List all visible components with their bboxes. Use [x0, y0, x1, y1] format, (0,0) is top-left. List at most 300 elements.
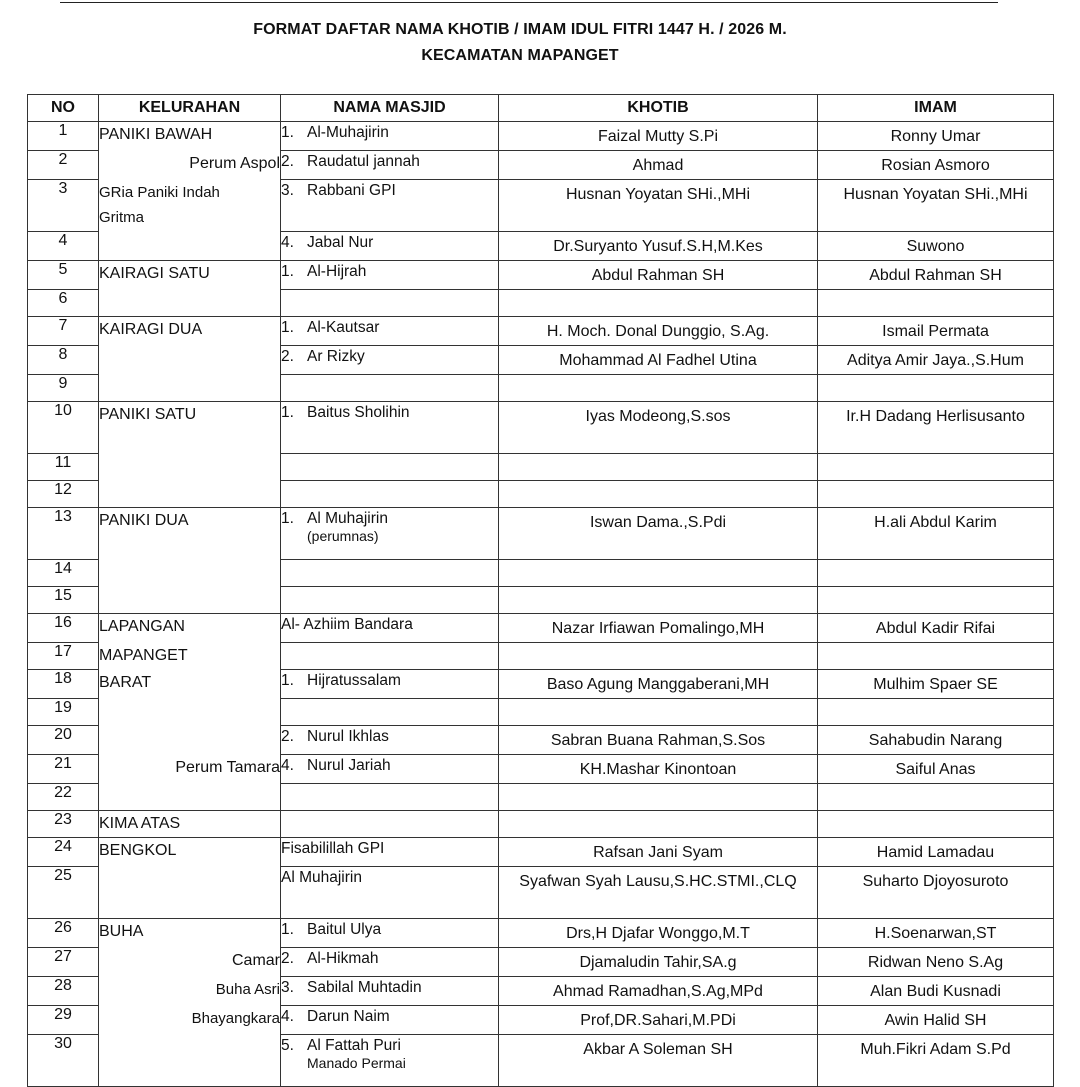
masjid-cell: [281, 454, 499, 481]
row-number: 13: [28, 508, 99, 560]
khotib-cell: [499, 699, 818, 726]
masjid-number: 1.: [281, 319, 294, 336]
imam-name: Abdul Rahman SH: [869, 267, 1002, 284]
khotib-name: [499, 454, 817, 456]
row-number: 24: [28, 838, 99, 867]
masjid-cell: [281, 232, 499, 261]
imam-name: Ronny Umar: [890, 128, 981, 145]
imam-cell: [818, 560, 1054, 587]
khotib-name: H. Moch. Donal Dunggio, S.Ag.: [546, 323, 770, 340]
imam-name: Alan Budi Kusnadi: [870, 983, 1001, 1000]
document-subtitle: KECAMATAN MAPANGET: [421, 47, 619, 64]
masjid-name: Al Muhajirin: [281, 869, 362, 886]
khotib-cell: [499, 867, 818, 919]
table-row: [28, 317, 1054, 346]
imam-name: [818, 699, 1053, 701]
imam-cell: [818, 122, 1054, 151]
khotib-cell: [499, 402, 818, 454]
masjid-cell: [281, 977, 499, 1006]
imam-name: H.ali Abdul Karim: [874, 514, 997, 531]
imam-name: H.Soenarwan,ST: [874, 925, 997, 942]
kelurahan-label: KIMA ATAS: [99, 815, 181, 832]
row-number: 3: [28, 180, 99, 232]
table-row: [28, 290, 1054, 317]
row-number: 27: [28, 948, 99, 977]
khotib-cell: [499, 726, 818, 755]
row-number: 2: [28, 151, 99, 180]
kelurahan-cell: [99, 726, 281, 755]
kelurahan-cell: [99, 317, 281, 346]
row-number: 26: [28, 919, 99, 948]
kelurahan-cell: [99, 402, 281, 454]
kelurahan-label: Camar: [231, 951, 280, 969]
kelurahan-label: MAPANGET: [99, 646, 188, 664]
khotib-name: Rafsan Jani Syam: [593, 844, 723, 861]
kelurahan-cell: [99, 1006, 281, 1035]
kelurahan-label: GRia Paniki Indah: [99, 183, 220, 201]
table-row: [28, 151, 1054, 180]
masjid-cell: [281, 346, 499, 375]
kelurahan-label: Gritma: [99, 208, 144, 226]
masjid-name: Ar Rizky: [307, 348, 365, 365]
imam-cell: [818, 481, 1054, 508]
masjid-name: Jabal Nur: [307, 234, 374, 251]
kelurahan-label: Perum Tamara: [175, 758, 280, 776]
masjid-number: 1.: [281, 672, 294, 689]
table-row: [28, 670, 1054, 699]
table-row: [28, 560, 1054, 587]
header-masjid: NAMA MASJID: [281, 95, 499, 122]
khotib-name: Iswan Dama.,S.Pdi: [589, 514, 727, 531]
row-number: 11: [28, 454, 99, 481]
masjid-cell: [281, 290, 499, 317]
kelurahan-cell: [99, 838, 281, 867]
khotib-name: [499, 560, 817, 562]
imam-cell: [818, 180, 1054, 232]
masjid-cell: [281, 587, 499, 614]
masjid-number: 2.: [281, 348, 294, 365]
khotib-name: [499, 699, 817, 701]
masjid-cell: [281, 402, 499, 454]
kelurahan-cell: [99, 670, 281, 699]
imam-name: [818, 290, 1053, 292]
masjid-name: Rabbani GPI: [307, 182, 396, 199]
khotib-cell: [499, 481, 818, 508]
khotib-cell: [499, 784, 818, 811]
masjid-subname: (perumnas): [307, 528, 379, 544]
imam-name: Mulhim Spaer SE: [873, 676, 998, 693]
masjid-cell: [281, 122, 499, 151]
row-number: 29: [28, 1006, 99, 1035]
imam-cell: [818, 1006, 1054, 1035]
imam-cell: [818, 508, 1054, 560]
table-row: [28, 375, 1054, 402]
khotib-cell: [499, 346, 818, 375]
table-row: [28, 643, 1054, 670]
masjid-cell: [281, 614, 499, 643]
table-row: [28, 232, 1054, 261]
khotib-name: Abdul Rahman SH: [591, 267, 725, 284]
kelurahan-cell: [99, 784, 281, 811]
masjid-number: 1.: [281, 921, 294, 938]
row-number: 10: [28, 402, 99, 454]
imam-name: [818, 587, 1053, 589]
row-number: 25: [28, 867, 99, 919]
imam-name: Ridwan Neno S.Ag: [867, 954, 1004, 971]
masjid-number: 5.: [281, 1037, 294, 1054]
kelurahan-cell: [99, 699, 281, 726]
table-row: [28, 180, 1054, 232]
row-number: 1: [28, 122, 99, 151]
khotib-name: Faizal Mutty S.Pi: [597, 128, 719, 145]
table-row: [28, 508, 1054, 560]
khotib-name: Syafwan Syah Lausu,S.HC.STMI.,CLQ: [519, 873, 797, 890]
row-number: 28: [28, 977, 99, 1006]
kelurahan-cell: [99, 180, 281, 232]
masjid-cell: [281, 317, 499, 346]
row-number: 7: [28, 317, 99, 346]
imam-name: Muh.Fikri Adam S.Pd: [860, 1041, 1011, 1058]
kelurahan-cell: [99, 151, 281, 180]
khotib-cell: [499, 1035, 818, 1087]
kelurahan-cell: [99, 811, 281, 838]
row-number: 22: [28, 784, 99, 811]
imam-name: Saiful Anas: [895, 761, 976, 778]
kelurahan-cell: [99, 481, 281, 508]
khotib-cell: [499, 948, 818, 977]
imam-cell: [818, 919, 1054, 948]
table-row: [28, 122, 1054, 151]
table-row: [28, 346, 1054, 375]
khotib-name: [499, 375, 817, 377]
table-row: [28, 481, 1054, 508]
khotib-name: [499, 587, 817, 589]
masjid-cell: [281, 867, 499, 919]
table-row: [28, 784, 1054, 811]
header-khotib: KHOTIB: [499, 95, 818, 122]
masjid-name: Al-Kautsar: [307, 319, 380, 336]
kelurahan-label: KAIRAGI SATU: [99, 265, 210, 282]
kelurahan-cell: [99, 587, 281, 614]
khotib-cell: [499, 180, 818, 232]
masjid-cell: [281, 670, 499, 699]
imam-name: Ismail Permata: [882, 323, 989, 340]
kelurahan-label: PANIKI DUA: [99, 512, 189, 529]
khotib-name: [499, 811, 817, 813]
imam-cell: [818, 867, 1054, 919]
khotib-cell: [499, 290, 818, 317]
table-row: [28, 977, 1054, 1006]
masjid-cell: [281, 180, 499, 232]
table-row: [28, 261, 1054, 290]
table-header-row: [28, 95, 1054, 122]
khotib-cell: [499, 508, 818, 560]
khotib-cell: [499, 122, 818, 151]
khotib-cell: [499, 317, 818, 346]
table-row: [28, 614, 1054, 643]
khotib-cell: [499, 919, 818, 948]
kelurahan-label: PANIKI BAWAH: [99, 126, 213, 143]
kelurahan-cell: [99, 1035, 281, 1087]
imam-cell: [818, 977, 1054, 1006]
imam-cell: [818, 375, 1054, 402]
imam-cell: [818, 151, 1054, 180]
khotib-cell: [499, 560, 818, 587]
masjid-cell: [281, 560, 499, 587]
khotib-name: Nazar Irfiawan Pomalingo,MH: [551, 620, 765, 637]
masjid-name: Fisabilillah GPI: [281, 840, 385, 857]
imam-name: Awin Halid SH: [884, 1012, 987, 1029]
masjid-name: Al-Hikmah: [307, 950, 379, 967]
khotib-name: Dr.Suryanto Yusuf.S.H,M.Kes: [553, 238, 763, 255]
imam-name: Ir.H Dadang Herlisusanto: [846, 408, 1025, 425]
masjid-name: Nurul Jariah: [307, 757, 391, 774]
masjid-cell: [281, 261, 499, 290]
table-row: [28, 699, 1054, 726]
imam-name: [818, 481, 1053, 483]
imam-cell: [818, 838, 1054, 867]
imam-cell: [818, 587, 1054, 614]
imam-name: [818, 784, 1053, 786]
kelurahan-label: Perum Aspol: [189, 154, 280, 172]
masjid-cell: [281, 375, 499, 402]
masjid-cell: [281, 811, 499, 838]
masjid-number: 1.: [281, 404, 294, 421]
masjid-name: Al Muhajirin: [307, 510, 388, 527]
kelurahan-cell: [99, 643, 281, 670]
masjid-cell: [281, 481, 499, 508]
khotib-name: Drs,H Djafar Wonggo,M.T: [566, 925, 750, 942]
table-row: [28, 454, 1054, 481]
khotib-cell: [499, 232, 818, 261]
khotib-cell: [499, 838, 818, 867]
masjid-name: Hijratussalam: [307, 672, 401, 689]
khotib-cell: [499, 670, 818, 699]
kelurahan-label: BUHA: [99, 923, 144, 940]
masjid-name: Raudatul jannah: [307, 153, 420, 170]
masjid-number: 4.: [281, 757, 294, 774]
imam-cell: [818, 699, 1054, 726]
kelurahan-cell: [99, 977, 281, 1006]
header-imam: IMAM: [818, 95, 1054, 122]
masjid-name: Al- Azhiim Bandara: [281, 616, 413, 633]
imam-name: Suharto Djoyosuroto: [862, 873, 1009, 890]
masjid-name: Baitul Ulya: [307, 921, 382, 938]
table-row: [28, 919, 1054, 948]
masjid-number: 1.: [281, 510, 294, 527]
masjid-number: 4.: [281, 234, 294, 251]
masjid-name: Al Fattah Puri: [307, 1037, 401, 1054]
masjid-cell: [281, 838, 499, 867]
masjid-name: Sabilal Muhtadin: [307, 979, 422, 996]
kelurahan-cell: [99, 232, 281, 261]
masjid-subname: Manado Permai: [307, 1055, 406, 1071]
kelurahan-cell: [99, 290, 281, 317]
kelurahan-cell: [99, 122, 281, 151]
khotib-name: Djamaludin Tahir,SA.g: [579, 954, 737, 971]
row-number: 9: [28, 375, 99, 402]
khotib-cell: [499, 587, 818, 614]
masjid-name: Baitus Sholihin: [307, 404, 410, 421]
row-number: 19: [28, 699, 99, 726]
table-row: [28, 838, 1054, 867]
imam-cell: [818, 784, 1054, 811]
imam-cell: [818, 755, 1054, 784]
khotib-cell: [499, 1006, 818, 1035]
khotib-name: Husnan Yoyatan SHi.,MHi: [565, 186, 751, 203]
khotib-name: Mohammad Al Fadhel Utina: [559, 352, 757, 369]
imam-cell: [818, 346, 1054, 375]
khotib-name: Akbar A Soleman SH: [583, 1041, 733, 1058]
masjid-cell: [281, 726, 499, 755]
imam-name: Suwono: [906, 238, 965, 255]
khotib-cell: [499, 454, 818, 481]
imam-name: Abdul Kadir Rifai: [875, 620, 996, 637]
table-row: [28, 948, 1054, 977]
masjid-cell: [281, 784, 499, 811]
imam-cell: [818, 402, 1054, 454]
imam-name: Hamid Lamadau: [876, 844, 995, 861]
header-kelurahan: KELURAHAN: [99, 95, 281, 122]
imam-name: [818, 811, 1053, 813]
masjid-cell: [281, 948, 499, 977]
imam-cell: [818, 670, 1054, 699]
kelurahan-cell: [99, 867, 281, 919]
khotib-name: Prof,DR.Sahari,M.PDi: [580, 1012, 736, 1029]
row-number: 12: [28, 481, 99, 508]
kelurahan-label: Bhayangkara: [191, 1009, 280, 1027]
row-number: 20: [28, 726, 99, 755]
masjid-number: 4.: [281, 1008, 294, 1025]
khotib-cell: [499, 977, 818, 1006]
masjid-cell: [281, 699, 499, 726]
imam-cell: [818, 454, 1054, 481]
masjid-cell: [281, 1006, 499, 1035]
table-row: [28, 587, 1054, 614]
masjid-cell: [281, 151, 499, 180]
kelurahan-label: KAIRAGI DUA: [99, 321, 203, 338]
masjid-cell: [281, 1035, 499, 1087]
table-row: [28, 811, 1054, 838]
imam-cell: [818, 317, 1054, 346]
imam-cell: [818, 948, 1054, 977]
khotib-name: [499, 643, 817, 645]
kelurahan-cell: [99, 454, 281, 481]
masjid-name: Nurul Ikhlas: [307, 728, 389, 745]
imam-name: Rosian Asmoro: [881, 157, 990, 174]
row-number: 15: [28, 587, 99, 614]
kelurahan-cell: [99, 375, 281, 402]
row-number: 8: [28, 346, 99, 375]
table-row: [28, 726, 1054, 755]
table-row: [28, 755, 1054, 784]
table-row: [28, 1006, 1054, 1035]
kelurahan-cell: [99, 755, 281, 784]
table-row: [28, 867, 1054, 919]
row-number: 16: [28, 614, 99, 643]
imam-cell: [818, 726, 1054, 755]
kelurahan-cell: [99, 919, 281, 948]
masjid-number: 1.: [281, 263, 294, 280]
row-number: 17: [28, 643, 99, 670]
imam-name: [818, 454, 1053, 456]
kelurahan-cell: [99, 560, 281, 587]
header-no: NO: [28, 95, 99, 122]
imam-cell: [818, 614, 1054, 643]
row-number: 23: [28, 811, 99, 838]
document-title: FORMAT DAFTAR NAMA KHOTIB / IMAM IDUL FITRI 1447 H. / 2026 M.: [253, 21, 787, 38]
masjid-cell: [281, 755, 499, 784]
khotib-cell: [499, 614, 818, 643]
imam-cell: [818, 232, 1054, 261]
imam-name: Aditya Amir Jaya.,S.Hum: [847, 352, 1024, 369]
kelurahan-cell: [99, 614, 281, 643]
masjid-cell: [281, 643, 499, 670]
imam-name: Husnan Yoyatan SHi.,MHi: [843, 186, 1028, 203]
khotib-cell: [499, 261, 818, 290]
masjid-number: 3.: [281, 182, 294, 199]
row-number: 30: [28, 1035, 99, 1087]
masjid-cell: [281, 508, 499, 560]
imam-name: [818, 643, 1053, 645]
masjid-cell: [281, 919, 499, 948]
imam-cell: [818, 811, 1054, 838]
imam-cell: [818, 290, 1054, 317]
kelurahan-label: PANIKI SATU: [99, 406, 197, 423]
khotib-name: [499, 481, 817, 483]
kelurahan-cell: [99, 261, 281, 290]
masjid-name: Darun Naim: [307, 1008, 390, 1025]
imam-name: [818, 375, 1053, 377]
khotib-name: Ahmad Ramadhan,S.Ag,MPd: [553, 983, 763, 1000]
khotib-name: Baso Agung Manggaberani,MH: [546, 676, 770, 693]
row-number: 6: [28, 290, 99, 317]
table-row: [28, 1035, 1054, 1087]
khotib-cell: [499, 643, 818, 670]
masjid-name: Al-Muhajirin: [307, 124, 389, 141]
masjid-number: 2.: [281, 728, 294, 745]
kelurahan-cell: [99, 508, 281, 560]
kelurahan-label: BENGKOL: [99, 842, 177, 859]
row-number: 21: [28, 755, 99, 784]
khotib-cell: [499, 151, 818, 180]
imam-name: [818, 560, 1053, 562]
khotib-cell: [499, 755, 818, 784]
top-rule: [60, 2, 998, 3]
khotib-imam-table: [27, 94, 1054, 1087]
khotib-cell: [499, 811, 818, 838]
imam-cell: [818, 261, 1054, 290]
row-number: 4: [28, 232, 99, 261]
masjid-number: 3.: [281, 979, 294, 996]
masjid-number: 2.: [281, 153, 294, 170]
khotib-name: [499, 290, 817, 292]
kelurahan-cell: [99, 948, 281, 977]
imam-cell: [818, 1035, 1054, 1087]
kelurahan-cell: [99, 346, 281, 375]
row-number: 14: [28, 560, 99, 587]
imam-cell: [818, 643, 1054, 670]
khotib-name: Iyas Modeong,S.sos: [585, 408, 731, 425]
kelurahan-label: Buha Asri: [215, 980, 280, 998]
khotib-cell: [499, 375, 818, 402]
khotib-name: Sabran Buana Rahman,S.Sos: [550, 732, 766, 749]
row-number: 5: [28, 261, 99, 290]
kelurahan-label: LAPANGAN: [99, 618, 185, 635]
khotib-name: Ahmad: [632, 157, 684, 174]
row-number: 18: [28, 670, 99, 699]
kelurahan-label: BARAT: [99, 673, 152, 691]
